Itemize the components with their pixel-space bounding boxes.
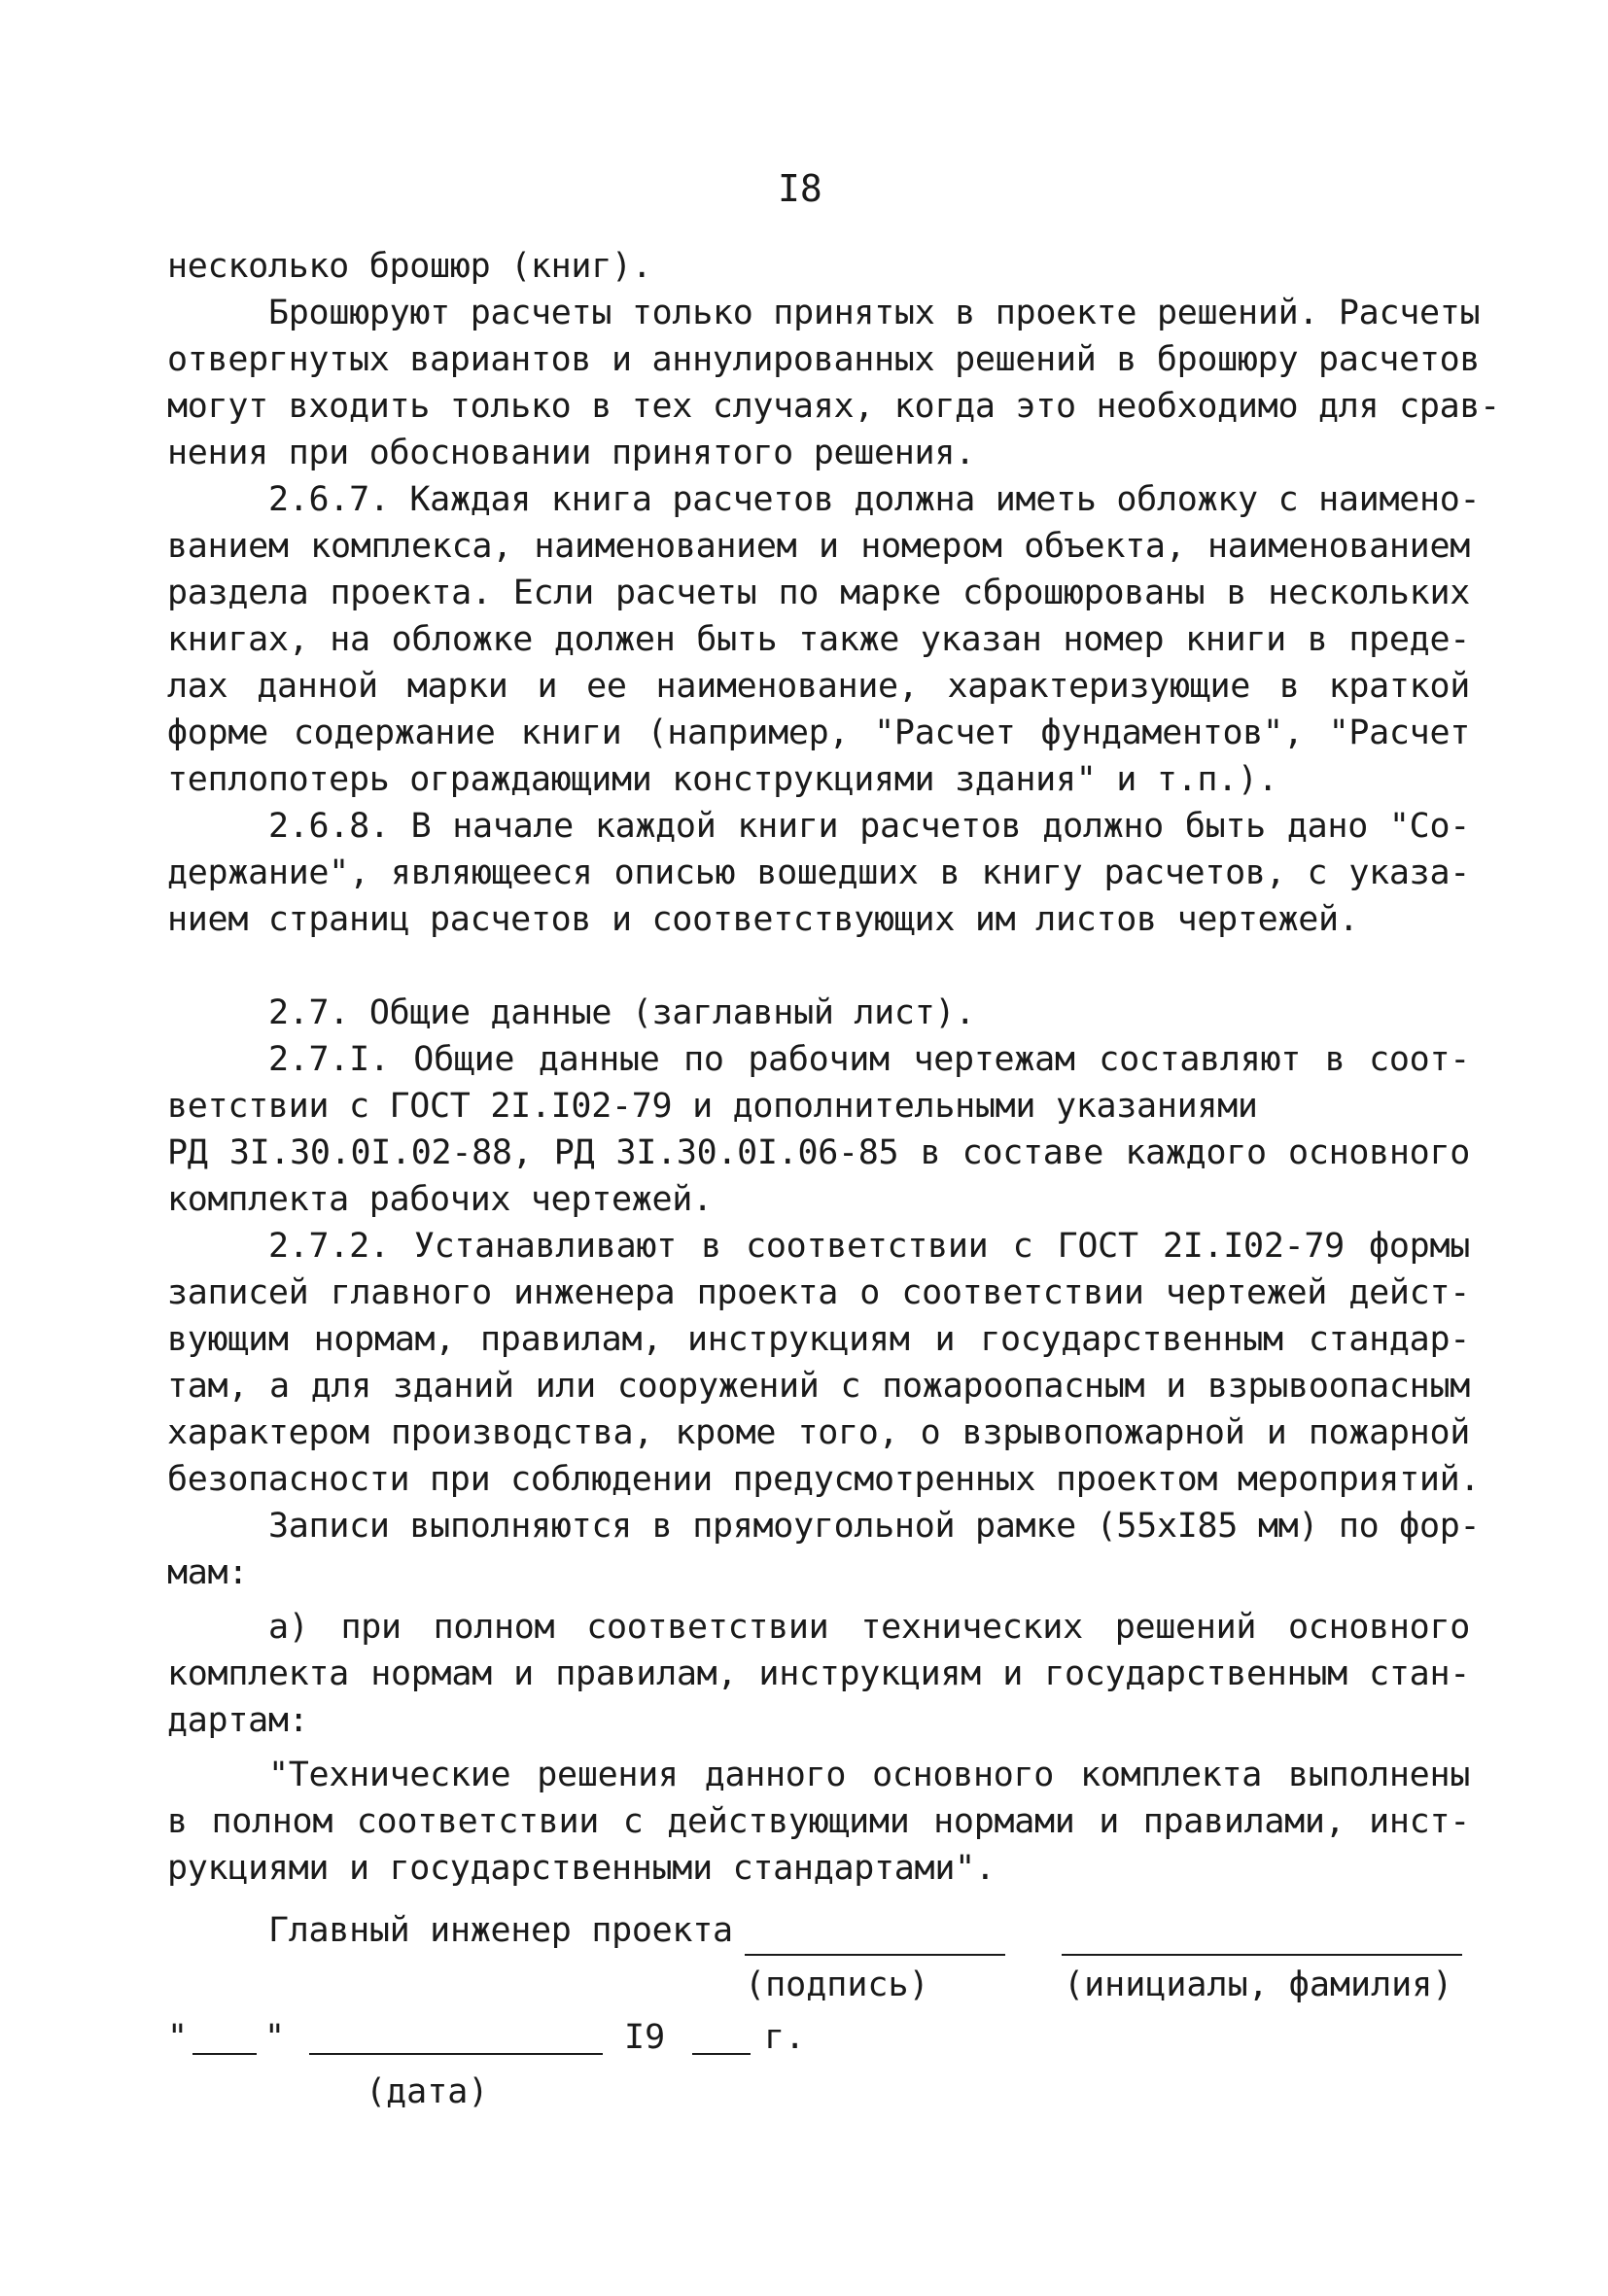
- signature-label: Главный инженер проекта: [268, 1911, 733, 1950]
- text-line: теплопотерь ограждающими конструкциями здания" и т.п.).: [167, 760, 1278, 799]
- text-line: ванием комплекса, наименованием и номером объекта, наименованием: [167, 527, 1470, 566]
- page-number: I8: [778, 167, 822, 210]
- text-line: там, а для зданий или сооружений с пожароопасным и взрывоопасным: [167, 1367, 1470, 1406]
- text-line: 2.6.7. Каждая книга расчетов должна иметь обложку с наимено-: [268, 480, 1481, 519]
- text-line: в полном соответствии с действующими нормами и правилами, инст-: [167, 1802, 1470, 1841]
- year-prefix: I9: [624, 2018, 666, 2057]
- signature-caption: (подпись): [745, 1966, 929, 2004]
- text-line: комплекта рабочих чертежей.: [167, 1180, 713, 1219]
- text-line: 2.6.8. В начале каждой книги расчетов должно быть дано "Со-: [268, 807, 1470, 846]
- month-blank-line: [309, 2053, 603, 2055]
- date-quote-close: ": [264, 2018, 286, 2057]
- text-line: 2.7.2. Устанавливают в соответствии с ГОСТ 2I.I02-79 формы: [268, 1227, 1470, 1266]
- text-line: 2.7.I. Общие данные по рабочим чертежам составляют в соот-: [268, 1040, 1470, 1079]
- text-line: отвергнутых вариантов и аннулированных решений в брошюру расчетов: [167, 340, 1481, 379]
- text-line: безопасности при соблюдении предусмотренных проектом мероприятий.: [167, 1460, 1481, 1499]
- text-line: комплекта нормам и правилам, инструкциям и государственным стан-: [167, 1654, 1470, 1693]
- text-line: записей главного инженера проекта о соответствии чертежей дейст-: [167, 1273, 1470, 1312]
- text-line: нения при обосновании принятого решения.: [167, 434, 975, 472]
- text-line: форме содержание книги (например, "Расчет фундаментов", "Расчет: [167, 713, 1470, 752]
- year-suffix: г.: [764, 2018, 806, 2057]
- year-blank-line: [692, 2053, 751, 2055]
- text-line: несколько брошюр (книг).: [167, 247, 652, 286]
- day-blank-line: [192, 2053, 257, 2055]
- text-line: лах данной марки и ее наименование, характеризующие в краткой: [167, 667, 1470, 706]
- text-line: мам:: [167, 1553, 249, 1592]
- text-line: Брошюруют расчеты только принятых в проекте решений. Расчеты: [268, 294, 1481, 332]
- text-line: вующим нормам, правилам, инструкциям и государственным стандар-: [167, 1320, 1470, 1359]
- text-line: "Технические решения данного основного комплекта выполнены: [268, 1756, 1470, 1794]
- text-line: Записи выполняются в прямоугольной рамке (55xI85 мм) по фор-: [268, 1507, 1481, 1546]
- text-line: раздела проекта. Если расчеты по марке сброшюрованы в нескольких: [167, 574, 1470, 612]
- text-line: дартам:: [167, 1701, 309, 1740]
- text-line: РД 3I.30.0I.02-88, РД 3I.30.0I.06-85 в составе каждого основного: [167, 1133, 1470, 1172]
- text-line: нием страниц расчетов и соответствующих им листов чертежей.: [167, 900, 1359, 939]
- name-blank-line: [1062, 1954, 1462, 1956]
- text-line: держание", являющееся описью вошедших в книгу расчетов, с указа-: [167, 853, 1470, 892]
- date-caption: (дата): [366, 2072, 489, 2111]
- text-line: а) при полном соответствии технических решений основного: [268, 1608, 1470, 1647]
- text-line: характером производства, кроме того, о взрывопожарной и пожарной: [167, 1413, 1470, 1452]
- date-quote-open: ": [167, 2018, 189, 2057]
- name-caption: (инициалы, фамилия): [1064, 1966, 1453, 2004]
- text-line: могут входить только в тех случаях, когда это необходимо для срав-: [167, 387, 1500, 426]
- section-heading: 2.7. Общие данные (заглавный лист).: [268, 993, 976, 1032]
- text-line: ветствии с ГОСТ 2I.I02-79 и дополнительными указаниями: [167, 1087, 1258, 1126]
- text-line: книгах, на обложке должен быть также указан номер книги в преде-: [167, 620, 1470, 659]
- text-line: рукциями и государственными стандартами".: [167, 1849, 996, 1888]
- signature-blank-line: [745, 1954, 1005, 1956]
